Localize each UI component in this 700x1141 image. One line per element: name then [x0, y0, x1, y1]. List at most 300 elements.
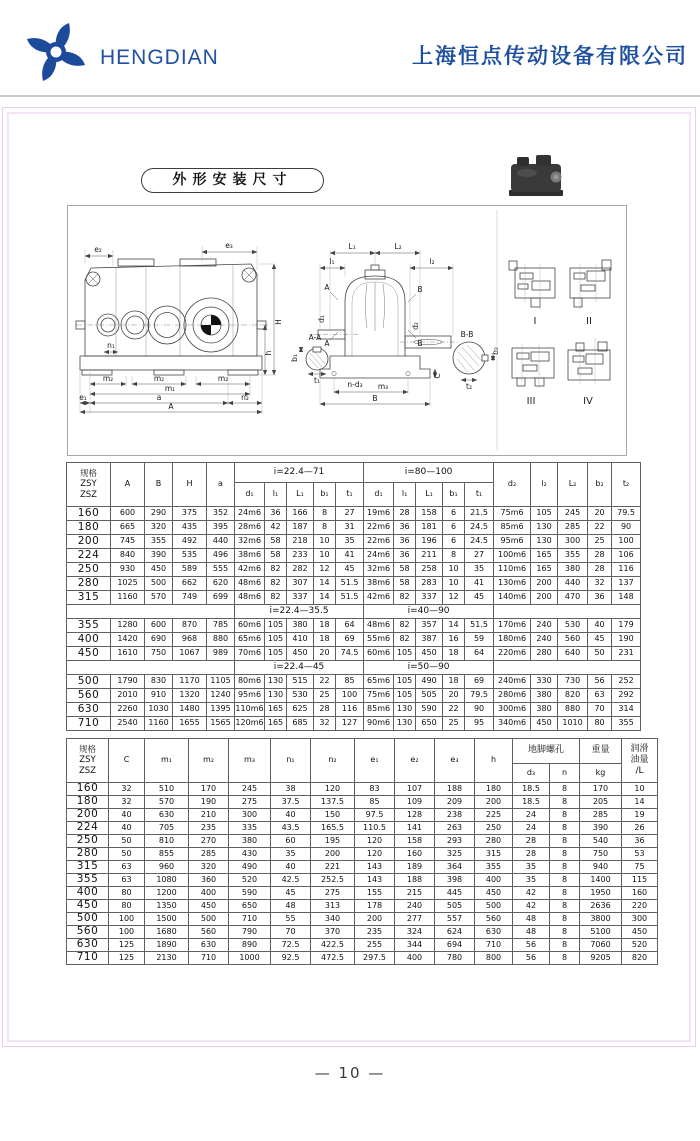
table-cell: 200 — [531, 577, 558, 591]
table-cell: 36 — [622, 835, 658, 848]
table-cell: 16 — [443, 633, 465, 647]
table-cell: 1420 — [111, 633, 145, 647]
table-cell: 745 — [111, 535, 145, 549]
table-cell: 275 — [229, 796, 271, 809]
table-cell: 450 — [622, 926, 658, 939]
svg-text:B: B — [372, 394, 378, 403]
table-cell: 28m6 — [235, 521, 265, 535]
table-cell: 360 — [189, 874, 229, 887]
product-photo — [507, 150, 565, 200]
table-cell: 25 — [314, 689, 336, 703]
table-cell: 45 — [336, 563, 364, 577]
spec-row — [67, 633, 641, 647]
table-cell: 8 — [550, 835, 580, 848]
table-cell: 355 — [612, 717, 641, 731]
table-cell: 557 — [435, 913, 475, 926]
table-cell: 160 — [67, 507, 111, 521]
table-cell: 48m6 — [235, 591, 265, 605]
table-cell: 8 — [550, 796, 580, 809]
table-cell: 340m6 — [494, 717, 531, 731]
table-cell: 258 — [416, 563, 443, 577]
table-cell: 530 — [287, 689, 314, 703]
table-cell: 337 — [416, 591, 443, 605]
table-cell: 1395 — [207, 703, 235, 717]
table-cell: 14 — [314, 577, 336, 591]
table-cell: 940 — [580, 861, 622, 874]
table-cell: 1240 — [207, 689, 235, 703]
table-cell: 18 — [314, 619, 336, 633]
table-cell: 390 — [145, 549, 173, 563]
table-cell: 28 — [588, 563, 612, 577]
table-cell: 335 — [229, 822, 271, 835]
table-cell: 1160 — [111, 591, 145, 605]
table-cell: 42m6 — [235, 563, 265, 577]
table-cell: 45 — [465, 591, 494, 605]
table-cell: 589 — [173, 563, 207, 577]
table-cell: 224 — [67, 549, 111, 563]
table-cell: 27 — [336, 507, 364, 521]
spec-row — [67, 521, 641, 535]
table-cell: 800 — [475, 952, 513, 965]
table-cell: 220m6 — [494, 647, 531, 661]
table-cell: 364 — [435, 861, 475, 874]
svg-text:m₂: m₂ — [102, 374, 114, 383]
table-cell: 130 — [265, 689, 287, 703]
table-cell: 90 — [465, 703, 494, 717]
table-cell: 8 — [550, 783, 580, 796]
table-cell: 400 — [395, 952, 435, 965]
spec-table-mounting-dimensions — [66, 738, 658, 965]
table-cell: 200 — [67, 535, 111, 549]
table-cell: 143 — [355, 861, 395, 874]
section-aa-drawing — [290, 333, 328, 385]
table-cell: 840 — [111, 549, 145, 563]
svg-text:B-B: B-B — [460, 330, 474, 339]
table-cell: 148 — [612, 591, 641, 605]
table-cell: 70 — [271, 926, 311, 939]
table-cell: 74.5 — [336, 647, 364, 661]
table-cell: 137 — [612, 577, 641, 591]
table-cell: 83 — [355, 783, 395, 796]
svg-text:C: C — [433, 373, 442, 379]
table-cell: 40 — [271, 861, 311, 874]
ratio-group-header: i=80—100 — [364, 463, 494, 483]
oil-volume-header: 润滑 油量 /L — [622, 739, 658, 783]
table-cell: 28 — [513, 848, 550, 861]
table-cell: 36 — [394, 521, 416, 535]
table-cell: 422.5 — [311, 939, 355, 952]
table-cell: 400 — [67, 633, 111, 647]
table-cell: 685 — [287, 717, 314, 731]
table-cell: 650 — [416, 717, 443, 731]
table-cell: 245 — [558, 507, 588, 521]
table-cell: 340 — [311, 913, 355, 926]
column-header: n₁ — [271, 739, 311, 783]
table-cell: 810 — [145, 835, 189, 848]
column-header: kg — [580, 764, 622, 783]
table-cell: 25 — [443, 717, 465, 731]
table-cell: 48 — [271, 900, 311, 913]
table-cell: 855 — [145, 848, 189, 861]
table-cell: 699 — [207, 591, 235, 605]
column-header: l₁ — [265, 483, 287, 507]
spec-row — [67, 591, 641, 605]
assembly-diagram-3 — [512, 344, 554, 407]
table-cell: 56 — [513, 939, 550, 952]
table-cell: 6 — [443, 535, 465, 549]
table-cell: 58 — [265, 549, 287, 563]
table-cell: 530 — [558, 619, 588, 633]
table-cell: 292 — [612, 689, 641, 703]
table-cell: 380 — [531, 703, 558, 717]
table-cell: 280m6 — [494, 689, 531, 703]
table-cell: 90 — [612, 521, 641, 535]
table-cell: 58 — [265, 535, 287, 549]
table-cell: 820 — [622, 952, 658, 965]
assembly-diagram-2 — [570, 260, 611, 327]
table-cell: 64 — [336, 619, 364, 633]
table-cell: 85m6 — [494, 521, 531, 535]
table-cell: 80 — [588, 717, 612, 731]
table-cell: 85m6 — [364, 703, 394, 717]
table-cell: 344 — [395, 939, 435, 952]
table-cell: 221 — [311, 861, 355, 874]
table-cell: 18 — [443, 647, 465, 661]
table-cell: i=22.4—35.5 — [235, 605, 364, 619]
table-cell: i=40—90 — [364, 605, 494, 619]
table-cell: 8 — [550, 874, 580, 887]
column-header: m₁ — [145, 739, 189, 783]
svg-text:e₁: e₁ — [79, 393, 87, 402]
assembly-diagram-4 — [568, 338, 610, 407]
table-cell: 515 — [287, 675, 314, 689]
table-cell: 82 — [394, 619, 416, 633]
table-cell: 280 — [67, 848, 109, 861]
column-header: l₁ — [394, 483, 416, 507]
table-cell: 380 — [287, 619, 314, 633]
table-cell: 12 — [314, 563, 336, 577]
ratio-subheader-row — [67, 661, 641, 675]
anchor-bolt-group-header: 地脚螺孔 — [513, 739, 580, 764]
table-cell: 28 — [314, 703, 336, 717]
table-cell: 355 — [475, 861, 513, 874]
table-cell: 165 — [265, 703, 287, 717]
table-cell: 870 — [173, 619, 207, 633]
table-cell: 380 — [531, 689, 558, 703]
table-cell: 130 — [394, 717, 416, 731]
table-cell: 130 — [265, 675, 287, 689]
table-cell: 55 — [271, 913, 311, 926]
table-cell: 51.5 — [336, 577, 364, 591]
table-cell: 600 — [111, 507, 145, 521]
table-cell: 1105 — [207, 675, 235, 689]
table-cell: 60m6 — [364, 647, 394, 661]
table-cell: 540 — [580, 835, 622, 848]
table-cell: 18.5 — [513, 783, 550, 796]
table-cell: 37.5 — [271, 796, 311, 809]
spec-row — [67, 689, 641, 703]
table-cell: 560 — [558, 633, 588, 647]
table-cell: 320 — [189, 861, 229, 874]
svg-text:l₁: l₁ — [329, 257, 335, 266]
svg-text:A: A — [168, 402, 174, 411]
table-cell: 1500 — [145, 913, 189, 926]
table-cell: 200 — [531, 591, 558, 605]
table-cell: 155 — [355, 887, 395, 900]
table-cell: 85 — [355, 796, 395, 809]
table-cell — [67, 605, 235, 619]
table-cell: 1025 — [111, 577, 145, 591]
table-cell: 14 — [443, 619, 465, 633]
table-cell: 211 — [416, 549, 443, 563]
table-cell: 180 — [67, 521, 111, 535]
table-cell: 233 — [287, 549, 314, 563]
table-cell: 22 — [588, 521, 612, 535]
column-header: m₂ — [189, 739, 229, 783]
table-cell: 218 — [287, 535, 314, 549]
table-cell: 472.5 — [311, 952, 355, 965]
svg-text:t₁: t₁ — [314, 376, 320, 385]
table-cell: 32m6 — [235, 535, 265, 549]
table-cell: 100 — [612, 535, 641, 549]
table-cell: 450 — [475, 887, 513, 900]
table-cell: 275 — [311, 887, 355, 900]
column-header: h — [475, 739, 513, 783]
table-cell: 250 — [67, 563, 111, 577]
svg-text:e₂: e₂ — [94, 245, 102, 254]
table-cell: 35 — [336, 535, 364, 549]
column-header: d₁ — [364, 483, 394, 507]
table-cell: 12 — [443, 591, 465, 605]
table-cell: 8 — [550, 900, 580, 913]
table-cell: 240m6 — [494, 675, 531, 689]
table-cell: 28 — [588, 549, 612, 563]
table-cell: 58 — [394, 563, 416, 577]
table-cell: 749 — [173, 591, 207, 605]
table-cell — [494, 661, 641, 675]
table-cell: 910 — [145, 689, 173, 703]
table-cell: 1480 — [173, 703, 207, 717]
table-cell: 710 — [229, 913, 271, 926]
table-cell: 165 — [531, 549, 558, 563]
table-cell: 500 — [145, 577, 173, 591]
table-cell: 400 — [475, 874, 513, 887]
table-cell: 1080 — [145, 874, 189, 887]
table-cell: 160 — [395, 848, 435, 861]
company-name: 上海恒点传动设备有限公司 — [412, 44, 688, 68]
table-cell: 19 — [622, 809, 658, 822]
table-cell: 82 — [265, 591, 287, 605]
table-cell: 450 — [287, 647, 314, 661]
spec-row — [67, 535, 641, 549]
table-cell: 170 — [189, 783, 229, 796]
table-cell: 352 — [207, 507, 235, 521]
svg-text:L₂: L₂ — [394, 242, 402, 251]
column-header: d₃ — [513, 764, 550, 783]
table-cell: 450 — [145, 563, 173, 577]
table-cell: 780 — [435, 952, 475, 965]
table-cell: 32 — [109, 796, 145, 809]
table-cell: 8 — [550, 939, 580, 952]
table-cell: 450 — [416, 647, 443, 661]
table-cell: 160 — [67, 783, 109, 796]
svg-text:l₂: l₂ — [429, 257, 435, 266]
svg-text:n₂: n₂ — [241, 393, 249, 402]
table-cell: 5100 — [580, 926, 622, 939]
svg-text:m₂: m₂ — [153, 374, 165, 383]
table-cell: 22m6 — [364, 521, 394, 535]
table-cell: 215 — [395, 887, 435, 900]
table-cell: 1400 — [580, 874, 622, 887]
table-cell: 1030 — [145, 703, 173, 717]
spec-row — [67, 619, 641, 633]
svg-text:A: A — [324, 283, 330, 292]
svg-text:B: B — [417, 285, 423, 294]
table-cell: 158 — [395, 835, 435, 848]
svg-text:t₂: t₂ — [466, 382, 472, 391]
table-cell: 43.5 — [271, 822, 311, 835]
column-header: d₁ — [235, 483, 265, 507]
column-header: a — [207, 463, 235, 507]
table-cell: 435 — [173, 521, 207, 535]
table-cell: 880 — [207, 633, 235, 647]
table-cell: 440 — [558, 577, 588, 591]
table-cell: 105 — [265, 647, 287, 661]
table-cell: 95 — [465, 717, 494, 731]
table-cell: 640 — [558, 647, 588, 661]
table-cell: 120 — [355, 835, 395, 848]
table-cell: 63 — [109, 861, 145, 874]
table-cell: 250 — [67, 835, 109, 848]
table-cell: 450 — [67, 647, 111, 661]
table-cell: 189 — [395, 861, 435, 874]
table-cell: 18 — [314, 633, 336, 647]
table-cell: 710 — [67, 717, 111, 731]
table-cell: 570 — [145, 591, 173, 605]
table-cell: 280 — [67, 577, 111, 591]
table-cell: 116 — [612, 563, 641, 577]
table-cell: 9205 — [580, 952, 622, 965]
table-cell: 130 — [394, 703, 416, 717]
table-cell: 120m6 — [235, 717, 265, 731]
table-cell: 82 — [394, 633, 416, 647]
table-cell: 140m6 — [494, 591, 531, 605]
table-cell: 624 — [435, 926, 475, 939]
table-cell: 35 — [513, 861, 550, 874]
table-cell: 710 — [67, 952, 109, 965]
table-cell: 95m6 — [494, 535, 531, 549]
svg-text:L₁: L₁ — [348, 242, 356, 251]
table-cell: 400 — [189, 887, 229, 900]
svg-text:IV: IV — [583, 396, 593, 407]
table-cell: 960 — [145, 861, 189, 874]
table-cell: 36 — [394, 549, 416, 563]
spec-row — [67, 675, 641, 689]
table-cell: 590 — [229, 887, 271, 900]
table-cell: 2540 — [111, 717, 145, 731]
table-cell: 42 — [513, 887, 550, 900]
table-cell: 80 — [109, 900, 145, 913]
table-cell: 520 — [229, 874, 271, 887]
table-cell: 400 — [67, 887, 109, 900]
table-cell: 250 — [475, 822, 513, 835]
table-cell: 18 — [443, 675, 465, 689]
spec-row — [67, 848, 658, 861]
table-cell: 450 — [189, 900, 229, 913]
table-cell: 270 — [189, 835, 229, 848]
column-header: b₂ — [588, 463, 612, 507]
table-cell: 31 — [336, 521, 364, 535]
table-cell: 79.5 — [612, 507, 641, 521]
table-cell: 830 — [145, 675, 173, 689]
spec-row — [67, 926, 658, 939]
table-cell: 357 — [416, 619, 443, 633]
table-cell: 390 — [580, 822, 622, 835]
table-cell: 20 — [443, 689, 465, 703]
table-cell: 620 — [207, 577, 235, 591]
table-cell: 430 — [229, 848, 271, 861]
table-cell: 1350 — [145, 900, 189, 913]
table-cell: 79.5 — [465, 689, 494, 703]
table-cell: 1280 — [111, 619, 145, 633]
table-cell: 355 — [558, 549, 588, 563]
table-cell: 42 — [513, 900, 550, 913]
table-cell: 32m6 — [364, 563, 394, 577]
table-cell: 8 — [550, 952, 580, 965]
table-cell: 14 — [314, 591, 336, 605]
svg-text:I: I — [533, 316, 537, 327]
table-cell: 1680 — [145, 926, 189, 939]
table-cell: 28 — [513, 835, 550, 848]
column-header: b₁ — [314, 483, 336, 507]
table-cell: 56 — [588, 675, 612, 689]
table-cell: 181 — [416, 521, 443, 535]
table-cell: 165 — [265, 717, 287, 731]
svg-text:e₃: e₃ — [225, 241, 233, 250]
table-cell: 325 — [435, 848, 475, 861]
column-header: C — [109, 739, 145, 783]
table-cell: 710 — [189, 952, 229, 965]
table-cell: 989 — [207, 647, 235, 661]
svg-text:b₁: b₁ — [290, 354, 299, 362]
table-cell: 48m6 — [364, 619, 394, 633]
table-cell: 10 — [622, 783, 658, 796]
spec-row — [67, 874, 658, 887]
column-header: e₁ — [355, 739, 395, 783]
svg-text:II: II — [586, 316, 592, 327]
table-cell: 40 — [271, 809, 311, 822]
spec-row — [67, 703, 641, 717]
table-cell: 110.5 — [355, 822, 395, 835]
table-cell: 2636 — [580, 900, 622, 913]
table-cell: 63 — [588, 689, 612, 703]
table-cell: 178 — [355, 900, 395, 913]
column-header: t₁ — [465, 483, 494, 507]
table-cell: 130m6 — [494, 577, 531, 591]
table-cell: 107 — [395, 783, 435, 796]
svg-text:III: III — [526, 396, 536, 407]
table-cell: 496 — [207, 549, 235, 563]
table-cell: 188 — [395, 874, 435, 887]
column-header: e₃ — [435, 739, 475, 783]
table-cell: 128 — [395, 809, 435, 822]
table-cell: 6 — [443, 521, 465, 535]
column-header: n — [550, 764, 580, 783]
table-cell: 238 — [435, 809, 475, 822]
table-cell: 48 — [513, 926, 550, 939]
column-header: d₂ — [494, 463, 531, 507]
table-cell: 2010 — [111, 689, 145, 703]
